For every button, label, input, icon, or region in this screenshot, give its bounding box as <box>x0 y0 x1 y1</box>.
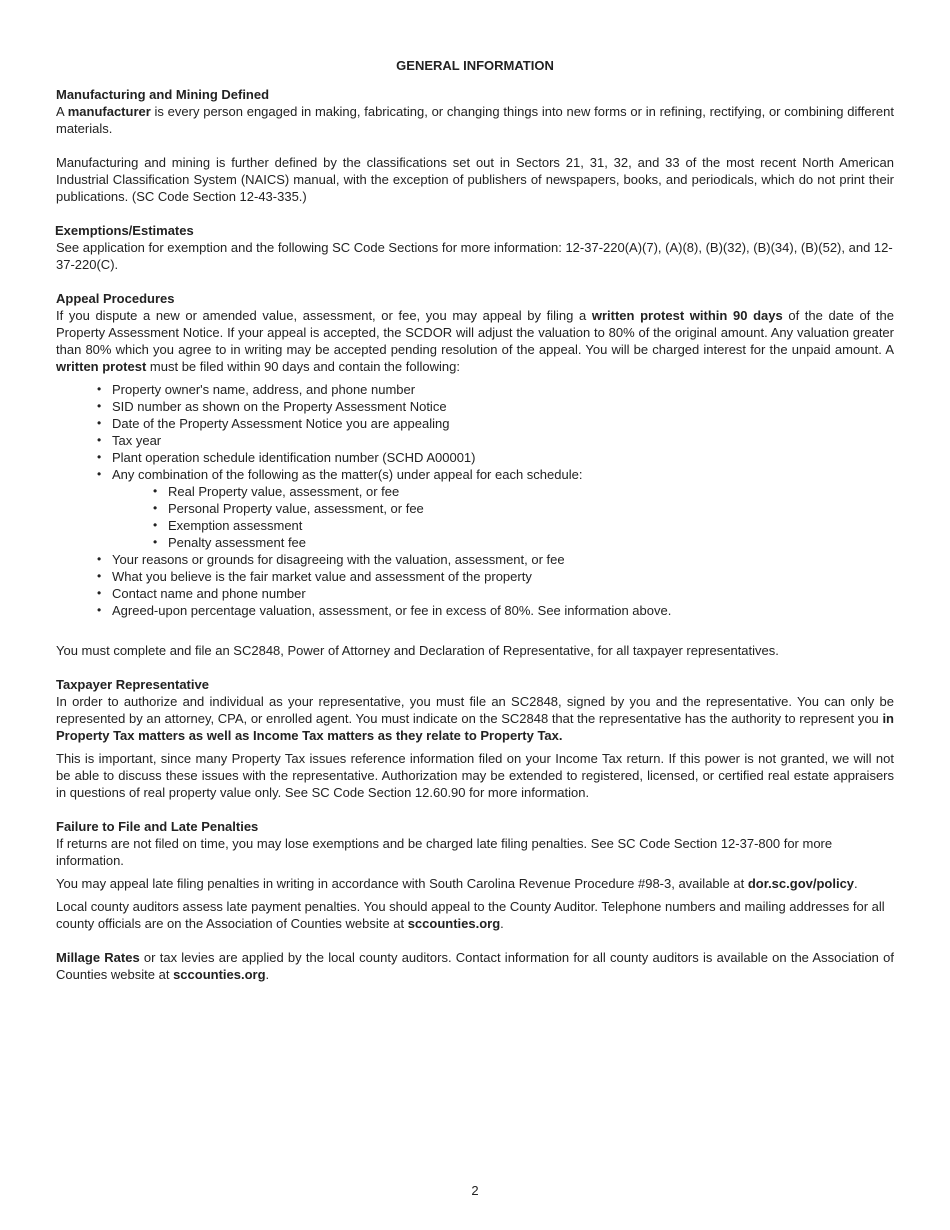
dor-policy-link[interactable]: dor.sc.gov/policy <box>747 876 855 891</box>
list-item: • Plant operation schedule identification number (SCHD A00001) <box>112 449 894 466</box>
list-item: • Your reasons or grounds for disagreeing with the valuation, assessment, or fee <box>112 551 894 568</box>
representative-importance-paragraph: This is important, since many Property Tax issues reference information filed on your Income Tax return. If this power is not granted, we will not be able to discuss these issues with the representative. Authorization may be extended to registered, licensed, or certified real estate appraisers in questions of real property value only. See SC Code Section 12.60.90 for more information. <box>56 751 894 800</box>
list-item: • Contact name and phone number <box>112 585 894 602</box>
manufacturing-heading: Manufacturing and Mining Defined <box>56 87 270 102</box>
representative-bold-scope: in Property Tax matters as well as Income Tax matters as they relate to Property Tax. <box>56 711 894 743</box>
late-filing-appeal-paragraph: You may appeal late filing penalties in writing in accordance with South Carolina Revenue Procedure #98-3, available at dor.sc.gov/policy. <box>56 876 858 891</box>
failure-paragraph: If returns are not filed on time, you may lose exemptions and be charged late filing penalties. See SC Code Section 12-37-800 for more information. <box>56 836 833 868</box>
sc2848-note: You must complete and file an SC2848, Power of Attorney and Declaration of Representative, for all taxpayer representatives. <box>56 643 779 658</box>
section-exemptions <box>56 222 894 273</box>
list-item: • Tax year <box>112 432 894 449</box>
appeal-paragraph: If you dispute a new or amended value, assessment, or fee, you may appeal by filing a written protest within 90 days of the date of the Property Assessment Notice. If your appeal is accepted, the SCDOR will adjust the valuation to 80% of the original amount. Any valuation greater than 80% which you agree to in writing may be accepted pending resolution of the appeal. You will be charged interest for the unpaid amount. A written protest must be filed within 90 days and contain the following: <box>56 308 894 374</box>
manufacturer-term: manufacturer <box>67 104 151 119</box>
exemptions-text: See application for exemption and the following SC Code Sections for more information: 12-37-220(A)(7), (A)(8), (B)(32), (B)(34), (B)(52), and 12-37-220(C). <box>56 240 893 272</box>
section-failure-to-file <box>56 818 894 932</box>
sccounties-link-millage[interactable]: sccounties.org <box>173 967 266 982</box>
sccounties-link[interactable]: sccounties.org <box>407 916 501 931</box>
exemptions-heading: Exemptions/Estimates <box>55 223 194 238</box>
sub-list-item: • Penalty assessment fee <box>168 534 894 551</box>
representative-heading: Taxpayer Representative <box>56 677 209 692</box>
naics-paragraph: Manufacturing and mining is further defined by the classifications set out in Sectors 21, 31, 32, and 33 of the most recent North American Industrial Classification System (NAICS) manual, with the exception of publishers of newspapers, books, and periodicals, which do not print their publications. (SC Code Section 12-43-335.) <box>56 155 894 204</box>
page-number: 2 <box>471 1183 479 1198</box>
millage-term: Millage Rates <box>56 950 140 965</box>
list-item: • What you believe is the fair market value and assessment of the property <box>112 568 894 585</box>
manufacturer-definition: A manufacturer is every person engaged in making, fabricating, or changing things into new forms or in refining, rectifying, or combining different materials. <box>56 104 894 136</box>
page-title: GENERAL INFORMATION <box>396 58 554 73</box>
appeal-requirements-list <box>56 381 894 619</box>
list-item: • Agreed-upon percentage valuation, assessment, or fee in excess of 80%. See information above. <box>112 602 894 619</box>
appeal-bold-protest: written protest <box>56 359 147 374</box>
list-item: • Date of the Property Assessment Notice you are appealing <box>112 415 894 432</box>
representative-paragraph: In order to authorize and individual as your representative, you must file an SC2848, signed by you and the representative. You can only be represented by an attorney, CPA, or enrolled agent. You must indicate on the SC2848 that the representative has the authority to represent you in Property Tax matters as well as Income Tax matters as they relate to Property Tax. <box>56 694 894 743</box>
list-item: • Property owner's name, address, and phone number <box>112 381 894 398</box>
sub-list-item: • Real Property value, assessment, or fee <box>168 483 894 500</box>
appeal-heading: Appeal Procedures <box>56 291 175 306</box>
millage-paragraph: Millage Rates or tax levies are applied by the local county auditors. Contact information for all county auditors is available on the Association of Counties website at sccounties.org. <box>56 950 894 982</box>
document-page <box>56 57 894 983</box>
failure-heading: Failure to File and Late Penalties <box>56 819 259 834</box>
section-manufacturing <box>56 86 894 205</box>
sub-list-item: • Personal Property value, assessment, or fee <box>168 500 894 517</box>
section-millage <box>56 949 894 983</box>
section-representative <box>56 676 894 801</box>
section-appeal <box>56 290 894 659</box>
late-payment-paragraph: Local county auditors assess late payment penalties. You should appeal to the County Auditor. Telephone numbers and mailing addresses for all county officials are on the Association of Counties website at sccounties.org. <box>56 899 885 931</box>
appeal-matters-sublist <box>112 483 894 551</box>
sub-list-item: • Exemption assessment <box>168 517 894 534</box>
list-item: • Any combination of the following as the matter(s) under appeal for each schedule: • Real Property value, assessment, or fee • Personal Property value, assessment, or fee • Exemption assessment • Penalty assessment fee <box>112 466 894 551</box>
appeal-bold-deadline: written protest within 90 days <box>591 308 783 323</box>
list-item: • SID number as shown on the Property Assessment Notice <box>112 398 894 415</box>
